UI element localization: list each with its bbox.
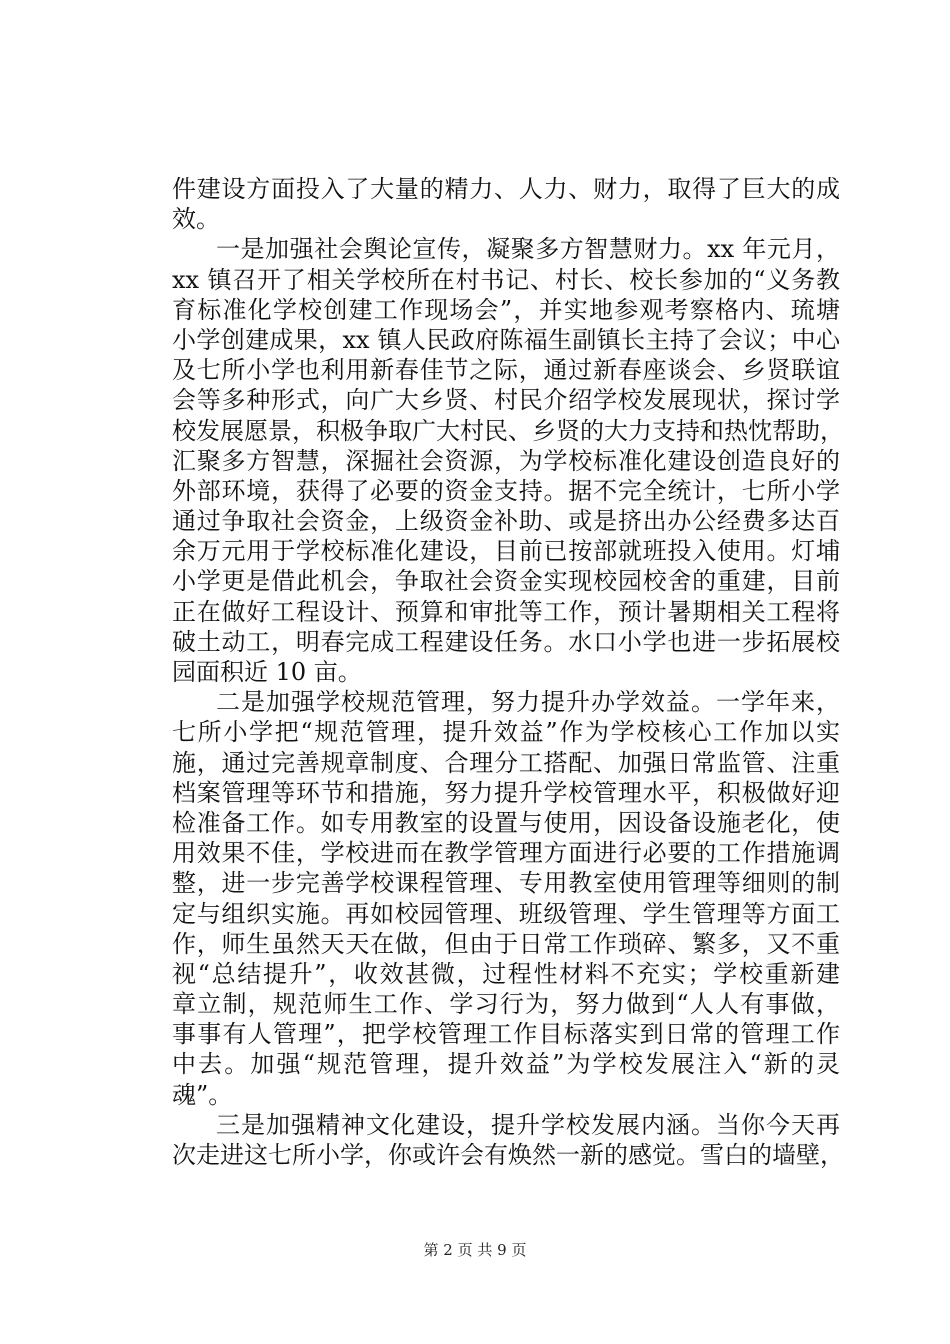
document-body bbox=[172, 174, 844, 1170]
text-line: 施，通过完善规章制度、合理分工搭配、加强日常监管、注重 bbox=[172, 748, 840, 777]
text-line: 用效果不佳，学校进而在教学管理方面进行必要的工作措施调 bbox=[172, 839, 840, 868]
text-line: 破土动工，明春完成工程建设任务。水口小学也进一步拓展校 bbox=[172, 627, 840, 656]
text-line: 育标准化学校创建工作现场会”，并实地参观考察格内、琉塘 bbox=[172, 295, 840, 324]
text-line: 章立制，规范师生工作、学习行为，努力做到“人人有事做， bbox=[172, 990, 840, 1019]
text-line: 定与组织实施。再如校园管理、班级管理、学生管理等方面工 bbox=[172, 899, 840, 928]
text-line: 事事有人管理”，把学校管理工作目标落实到日常的管理工作 bbox=[172, 1020, 840, 1049]
text-line: 正在做好工程设计、预算和审批等工作，预计暑期相关工程将 bbox=[172, 597, 840, 626]
text-line: 七所小学把“规范管理，提升效益”作为学校核心工作加以实 bbox=[172, 718, 840, 747]
text-line: xx 镇召开了相关学校所在村书记、村长、校长参加的“义务教 bbox=[172, 265, 840, 294]
text-line: 二是加强学校规范管理，努力提升办学效益。一学年来， bbox=[216, 688, 840, 717]
text-line: 校发展愿景，积极争取广大村民、乡贤的大力支持和热忱帮助， bbox=[172, 416, 844, 445]
text-line: 整，进一步完善学校课程管理、专用教室使用管理等细则的制 bbox=[172, 869, 840, 898]
page-number: 第 2 页 共 9 页 bbox=[423, 1241, 527, 1259]
text-line: 中去。加强“规范管理，提升效益”为学校发展注入“新的灵 bbox=[172, 1050, 840, 1079]
text-line: 小学创建成果，xx 镇人民政府陈福生副镇长主持了会议；中心 bbox=[172, 325, 840, 354]
text-line: 余万元用于学校标准化建设，目前已按部就班投入使用。灯埔 bbox=[172, 537, 840, 566]
text-line: 视“总结提升”，收效甚微，过程性材料不充实；学校重新建 bbox=[172, 959, 840, 988]
text-line: 次走进这七所小学，你或许会有焕然一新的感觉。雪白的墙壁， bbox=[172, 1141, 844, 1169]
text-line: 小学更是借此机会，争取社会资金实现校园校舍的重建，目前 bbox=[172, 567, 840, 596]
text-line: 会等多种形式，向广大乡贤、村民介绍学校发展现状，探讨学 bbox=[172, 386, 840, 415]
text-line: 三是加强精神文化建设，提升学校发展内涵。当你今天再 bbox=[216, 1110, 840, 1139]
text-line: 园面积近 10 亩。 bbox=[172, 658, 362, 686]
text-line: 通过争取社会资金，上级资金补助、或是挤出办公经费多达百 bbox=[172, 507, 840, 536]
page-footer bbox=[0, 1240, 950, 1260]
text-line: 一是加强社会舆论宣传，凝聚多方智慧财力。xx 年元月， bbox=[216, 235, 840, 264]
text-line: 及七所小学也利用新春佳节之际，通过新春座谈会、乡贤联谊 bbox=[172, 356, 840, 385]
text-line: 档案管理等环节和措施，努力提升学校管理水平，积极做好迎 bbox=[172, 778, 840, 807]
text-line: 魂”。 bbox=[172, 1080, 233, 1109]
text-line: 汇聚多方智慧，深掘社会资源，为学校标准化建设创造良好的 bbox=[172, 446, 840, 475]
text-line: 效。 bbox=[172, 205, 220, 234]
text-line: 作，师生虽然天天在做，但由于日常工作琐碎、繁多，又不重 bbox=[172, 929, 840, 958]
text-line: 件建设方面投入了大量的精力、人力、财力，取得了巨大的成 bbox=[172, 175, 840, 203]
text-line: 外部环境，获得了必要的资金支持。据不完全统计，七所小学 bbox=[172, 476, 840, 505]
text-line: 检准备工作。如专用教室的设置与使用，因设备设施老化，使 bbox=[172, 808, 840, 837]
